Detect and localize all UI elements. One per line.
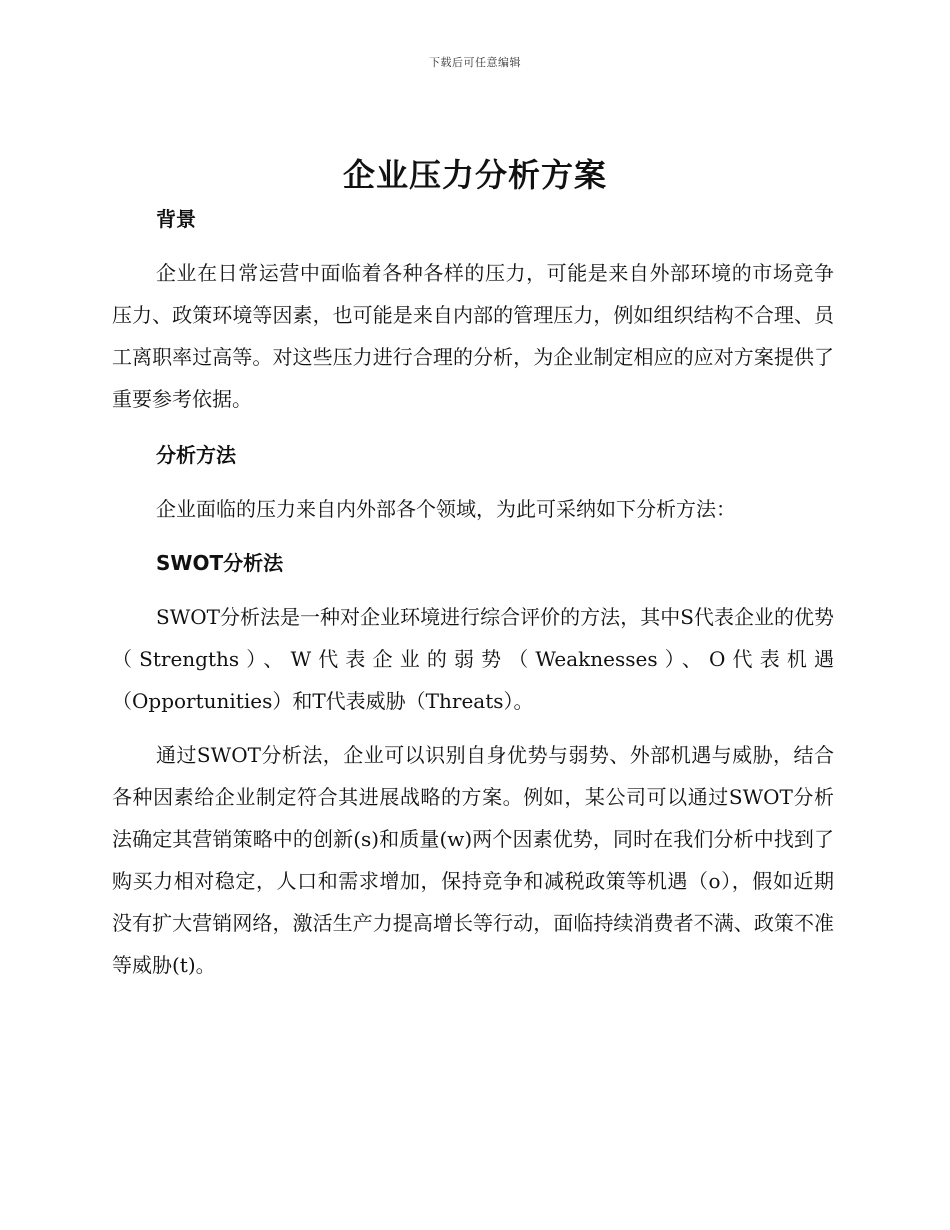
header-note: 下载后可任意编辑 — [429, 56, 521, 69]
paragraph-background: 企业在日常运营中面临着各种各样的压力，可能是来自外部环境的市场竞争压力、政策环境等因素，也可能是来自内部的管理压力，例如组织结构不合理、员工离职率过高等。对这些压力进行合理的分析，为企业制定相应的应对方案提供了重要参考依据。 — [112, 261, 834, 411]
section-heading-background: 背景 — [156, 207, 196, 231]
document-body — [112, 198, 834, 986]
document-title: 企业压力分析方案 — [342, 156, 607, 194]
section-heading-swot: SWOT分析法 — [156, 551, 284, 575]
paragraph-swot-definition: SWOT分析法是一种对企业环境进行综合评价的方法，其中S代表企业的优势（Strengths）、W代表企业的弱势（Weaknesses）、O代表机遇（Opportunities）和T代表威胁（Threats）。 — [112, 605, 834, 713]
paragraph-swot-example: 通过SWOT分析法，企业可以识别自身优势与弱势、外部机遇与威胁，结合各种因素给企业制定符合其进展战略的方案。例如，某公司可以通过SWOT分析法确定其营销策略中的创新(s)和质量(w)两个因素优势，同时在我们分析中找到了购买力相对稳定，人口和需求增加，保持竞争和减税政策等机遇（o），假如近期没有扩大营销网络，激活生产力提高增长等行动，面临持续消费者不满、政策不准等威胁(t)。 — [112, 743, 834, 977]
section-heading-method: 分析方法 — [156, 443, 236, 467]
paragraph-method: 企业面临的压力来自内外部各个领域，为此可采纳如下分析方法： — [156, 497, 736, 521]
